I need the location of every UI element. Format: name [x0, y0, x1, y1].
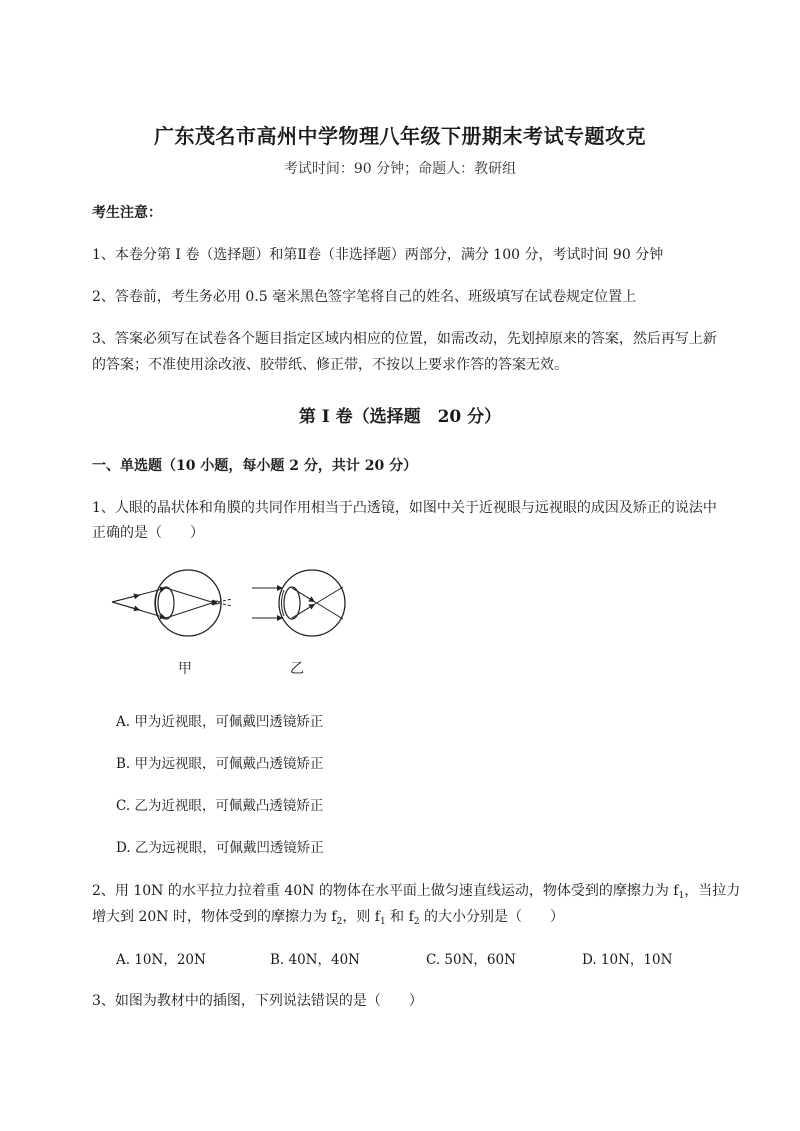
q2-line2-a: 增大到 20N 时，物体受到的摩擦力为 f: [92, 909, 337, 925]
q2-option-d: D. 10N，10N: [582, 952, 673, 968]
q2-option-c: C. 50N，60N: [426, 952, 516, 968]
q2-line2-b: ，则 f: [342, 909, 380, 925]
eye-figure: [100, 568, 370, 683]
q2-option-b: B. 40N，40N: [270, 952, 360, 968]
q2-sub-4: 2: [413, 917, 420, 927]
figure-label-jia: 甲: [178, 661, 192, 677]
q1-option-a: A. 甲为近视眼，可佩戴凹透镜矫正: [116, 714, 324, 730]
page-title: 广东茂名市高州中学物理八年级下册期末考试专题攻克: [154, 124, 646, 148]
notice-item-3: 3、答案必须写在试卷各个题目指定区域内相应的位置，如需改动，先划掉原来的答案，然后再写上新: [92, 331, 717, 347]
q2-line1-a: 2、用 10N 的水平拉力拉着重 40N 的物体在水平面上做匀速直线运动，物体受到的摩擦力为 f: [92, 883, 679, 899]
q2-line2-d: 的大小分别是（ ）: [419, 909, 564, 925]
q2-sub-3: 1: [379, 917, 386, 927]
q2-line2-c: 和 f: [385, 909, 414, 925]
q3-stem-line1: 3、如图为教材中的插图，下列说法错误的是（ ）: [92, 993, 423, 1009]
notice-heading: 考生注意：: [92, 205, 162, 221]
q2-stem-line2: [92, 906, 564, 927]
notice-item-1: 1、本卷分第 I 卷（选择题）和第Ⅱ卷（非选择题）两部分，满分 100 分，考试时间 90 分钟: [92, 247, 664, 263]
figure-label-yi: 乙: [290, 661, 304, 677]
q1-option-c: C. 乙为近视眼，可佩戴凸透镜矫正: [116, 798, 324, 814]
eye-diagram-yi: [252, 570, 345, 636]
eye-diagram-jia: [112, 570, 232, 636]
q2-sub-1: 1: [678, 891, 685, 901]
q1-option-b: B. 甲为远视眼，可佩戴凸透镜矫正: [116, 756, 324, 772]
q1-option-d: D. 乙为远视眼，可佩戴凹透镜矫正: [116, 840, 324, 856]
q2-stem-line1: [92, 880, 740, 901]
q1-stem-line2: 正确的是（ ）: [92, 525, 204, 541]
q1-stem-line1: 1、人眼的晶状体和角膜的共同作用相当于凸透镜，如图中关于近视眼与远视眼的成因及矫正的说法中: [92, 500, 717, 516]
q2-line1-b: ，当拉力: [684, 883, 741, 899]
notice-item-3-cont: 的答案；不准使用涂改液、胶带纸、修正带，不按以上要求作答的答案无效。: [92, 357, 568, 373]
q2-sub-2: 2: [336, 917, 343, 927]
q2-option-a: A. 10N，20N: [116, 952, 206, 968]
notice-item-2: 2、答卷前，考生务必用 0.5 毫米黑色签字笔将自己的姓名、班级填写在试卷规定位置上: [92, 289, 637, 305]
exam-subtitle: 考试时间：90 分钟；命题人：教研组: [283, 161, 517, 177]
section-title: 第 I 卷（选择题 20 分）: [298, 407, 502, 427]
part-heading: 一、单选题（10 小题，每小题 2 分，共计 20 分）: [92, 458, 418, 474]
